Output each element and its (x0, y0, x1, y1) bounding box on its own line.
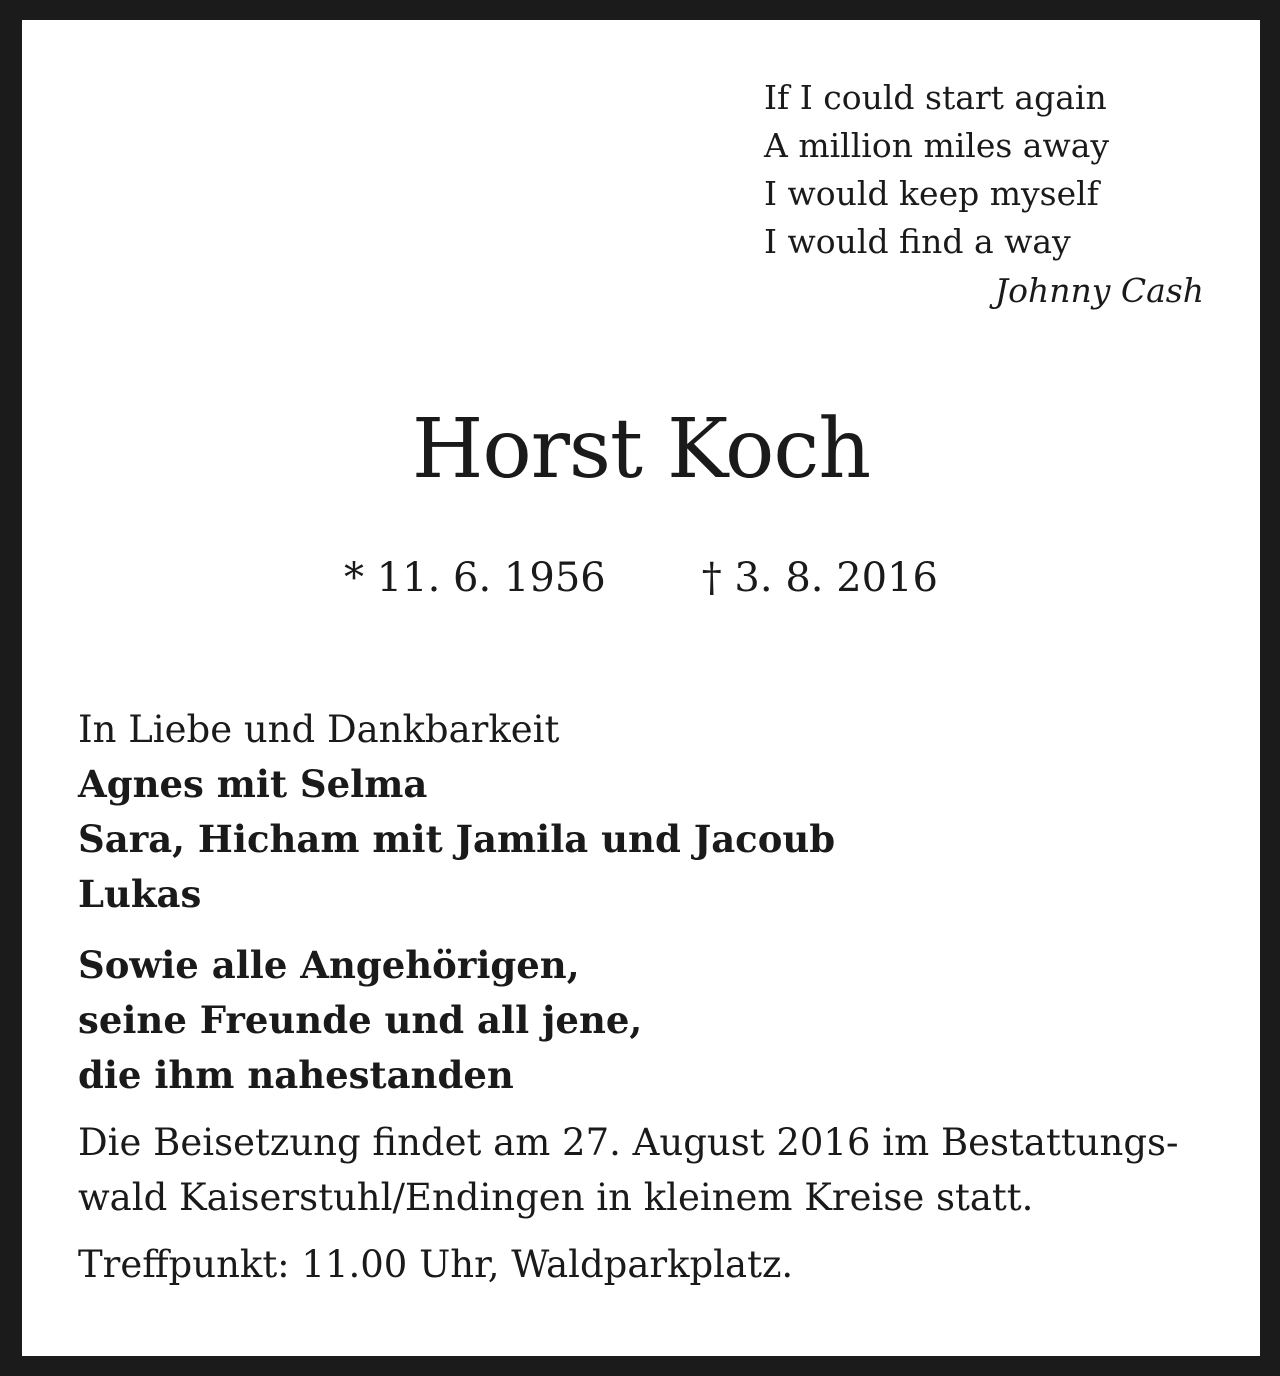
mourners-family-group (78, 702, 1238, 922)
funeral-line: wald Kaiserstuhl/Endingen in kleinem Kreise statt. (78, 1176, 1034, 1219)
mourner-line: Lukas (78, 872, 202, 916)
life-dates (22, 550, 1260, 606)
quote-line: If I could start again (764, 78, 1107, 117)
meeting-point: Treffpunkt: 11.00 Uhr, Waldparkplatz. (78, 1243, 794, 1286)
deceased-name: Horst Koch (411, 402, 871, 497)
mourner-line: die ihm nahestanden (78, 1053, 514, 1097)
birth-date: * 11. 6. 1956 (344, 555, 606, 601)
mourner-line: Sara, Hicham mit Jamila und Jacoub (78, 817, 836, 861)
funeral-info (78, 1115, 1238, 1225)
mourner-line: seine Freunde und all jene, (78, 998, 643, 1042)
quote-block (764, 74, 1204, 315)
mourner-line: Sowie alle Angehörigen, (78, 943, 580, 987)
obituary-notice (22, 20, 1260, 1356)
death-date: † 3. 8. 2016 (701, 555, 938, 601)
quote-author: Johnny Cash (994, 271, 1204, 310)
mourners-others-group (78, 938, 1238, 1103)
quote-line: A million miles away (764, 126, 1110, 165)
funeral-line: Die Beisetzung findet am 27. August 2016 im Bestattungs- (78, 1121, 1179, 1164)
notice-body (78, 702, 1238, 1292)
quote-line: I would keep myself (764, 174, 1099, 213)
meeting-info (78, 1237, 1238, 1292)
dedication-line: In Liebe und Dankbarkeit (78, 708, 560, 751)
mourner-line: Agnes mit Selma (78, 762, 428, 806)
quote-line: I would find a way (764, 222, 1071, 261)
